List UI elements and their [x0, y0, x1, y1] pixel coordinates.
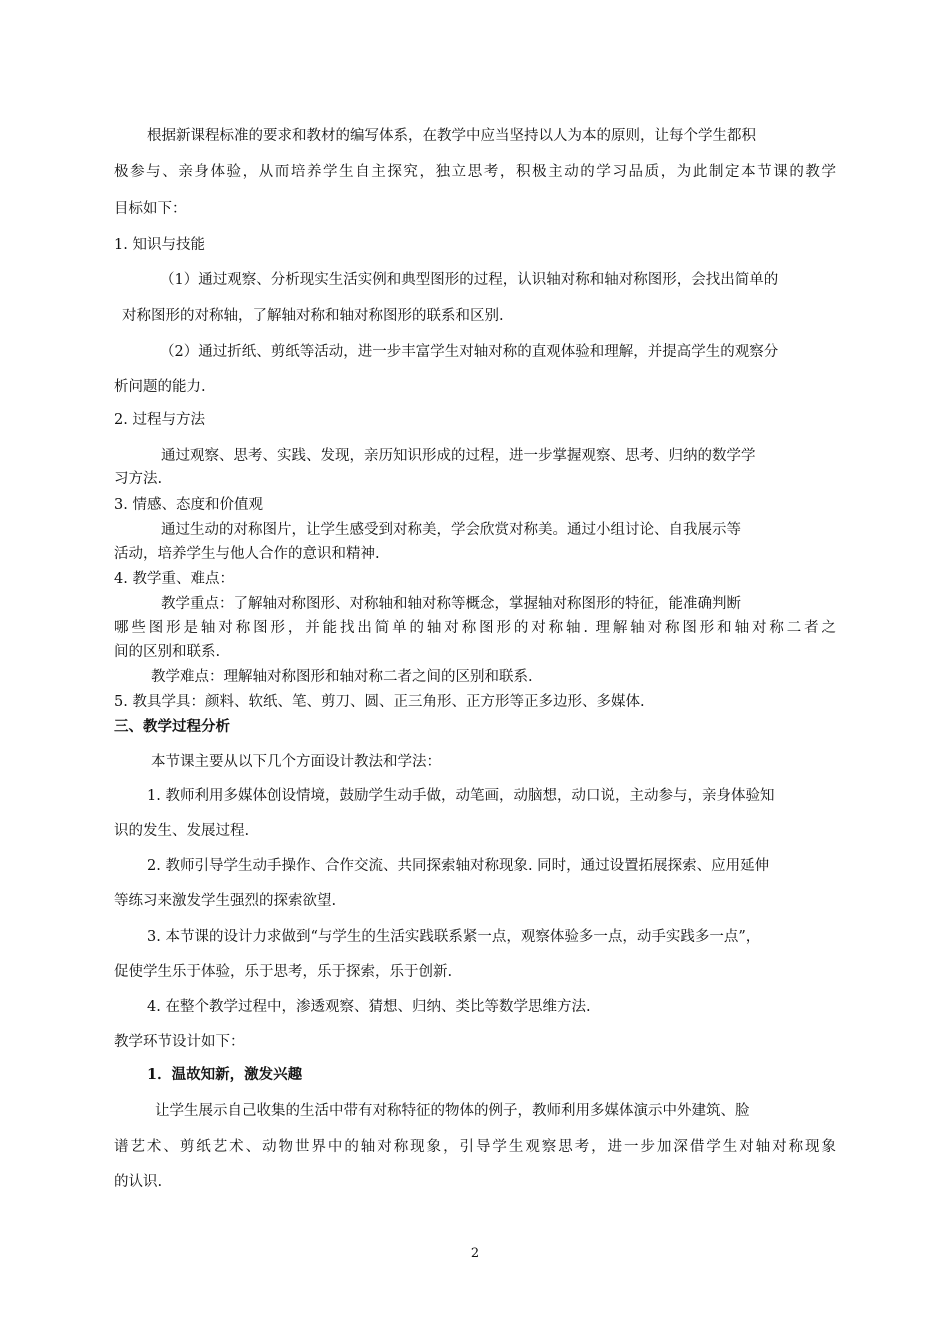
- process-line-2: 习方法.: [114, 471, 163, 487]
- key-point-line-3: 间的区别和联系.: [114, 644, 221, 660]
- heading-key-difficult-points: 4. 教学重、难点：: [114, 571, 234, 587]
- intro-line-1: 根据新课程标准的要求和教材的编写体系，在教学中应当坚持以人为本的原则，让每个学生都积: [147, 128, 756, 144]
- heading-knowledge-skills: 1. 知识与技能: [114, 237, 205, 253]
- method-3-line-2: 促使学生乐于体验，乐于思考，乐于探索，乐于创新.: [114, 964, 453, 980]
- intro-line-3: 目标如下：: [114, 201, 187, 217]
- section-3-title: 三、教学过程分析: [114, 718, 230, 735]
- key-point-line-2: 哪些图形是轴对称图形，并能找出简单的轴对称图形的对称轴. 理解轴对称图形和轴对称二者之: [114, 620, 836, 636]
- design-intro: 教学环节设计如下：: [114, 1034, 245, 1050]
- step-1-line-3: 的认识.: [114, 1174, 163, 1190]
- objective-2-line-2: 析问题的能力.: [114, 379, 206, 395]
- method-1-line-1: 1. 教师利用多媒体创设情境，鼓励学生动手做，动笔画，动脑想，动口说，主动参与，亲身体验知: [147, 788, 775, 804]
- key-point-line-1: 教学重点：了解轴对称图形、对称轴和轴对称等概念，掌握轴对称图形的特征，能准确判断: [161, 596, 741, 612]
- method-4-line-1: 4. 在整个教学过程中，渗透观察、猜想、归纳、类比等数学思维方法.: [147, 999, 591, 1015]
- objective-2-line-1: （2）通过折纸、剪纸等活动，进一步丰富学生对轴对称的直观体验和理解，并提高学生的观察分: [160, 344, 779, 360]
- process-line-1: 通过观察、思考、实践、发现，亲历知识形成的过程，进一步掌握观察、思考、归纳的数学学: [161, 448, 756, 464]
- heading-teaching-aids: 5. 教具学具：颜料、软纸、笔、剪刀、圆、正三角形、正方形等正多边形、多媒体.: [114, 694, 645, 710]
- method-2-line-1: 2. 教师引导学生动手操作、合作交流、共同探索轴对称现象. 同时，通过设置拓展探索、应用延伸: [147, 858, 770, 874]
- page-number: 2: [470, 1246, 480, 1261]
- intro-line-2: 极参与、亲身体验，从而培养学生自主探究，独立思考，积极主动的学习品质，为此制定本节课的教学: [114, 164, 836, 180]
- step-1-line-2: 谱艺术、剪纸艺术、动物世界中的轴对称现象，引导学生观察思考，进一步加深借学生对轴对称现象: [114, 1139, 836, 1155]
- objective-1-line-1: （1）通过观察、分析现实生活实例和典型图形的过程，认识轴对称和轴对称图形，会找出简单的: [160, 272, 779, 288]
- method-3-line-1: 3. 本节课的设计力求做到“与学生的生活实践联系紧一点，观察体验多一点，动手实践多一点”，: [147, 929, 761, 945]
- step-1-title: 1．温故知新，激发兴趣: [147, 1066, 303, 1083]
- section-3-intro: 本节课主要从以下几个方面设计教法和学法：: [151, 754, 441, 770]
- heading-process-method: 2. 过程与方法: [114, 412, 205, 428]
- emotion-line-2: 活动，培养学生与他人合作的意识和精神.: [114, 546, 380, 562]
- difficult-point: 教学难点：理解轴对称图形和轴对称二者之间的区别和联系.: [151, 669, 533, 685]
- objective-1-line-2: 对称图形的对称轴，了解轴对称和轴对称图形的联系和区别.: [122, 308, 504, 324]
- step-1-line-1: 让学生展示自己收集的生活中带有对称特征的物体的例子，教师利用多媒体演示中外建筑、脸: [155, 1103, 750, 1119]
- method-2-line-2: 等练习来激发学生强烈的探索欲望.: [114, 893, 337, 909]
- heading-emotion-values: 3. 情感、态度和价值观: [114, 497, 263, 513]
- method-1-line-2: 识的发生、发展过程.: [114, 823, 250, 839]
- emotion-line-1: 通过生动的对称图片，让学生感受到对称美，学会欣赏对称美。通过小组讨论、自我展示等: [161, 522, 741, 538]
